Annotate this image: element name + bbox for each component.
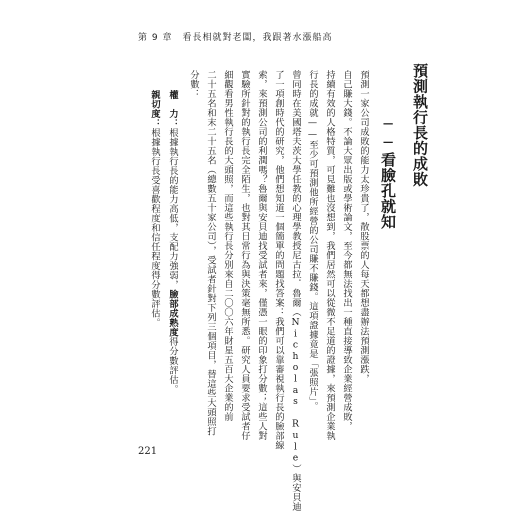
list-text-emphasis: 臉部成熟度: [167, 289, 178, 337]
body-column: 了一項創時代的研究，他們想知道一個簡單的問題找答案：我們可以靠審視執行長的臉部線: [273, 70, 284, 450]
section-subtitle: ──看臉孔就知: [379, 115, 397, 230]
section-title: 預測執行長的成敗: [411, 63, 429, 187]
body-column: 索，來預測公司的利潤嗎？魯爾與安貝迪找受試者來，僅憑一眼的印象打分數；這些人對: [256, 70, 267, 441]
body-column: 二十五名和末二十五名（總數五十家公司），受試者針對下列三個項目，替這些大頭照打: [205, 70, 216, 436]
body-column: 細觀看男性執行長的大頭照，而這些執行長分別來自二〇〇六年財星五百大企業的前: [222, 70, 233, 422]
running-header: 第 9 章 看長相就對老闆，我跟著水漲船高: [138, 33, 333, 43]
list-item-friendliness: [146, 90, 163, 328]
list-text: 得分數評估。: [167, 337, 178, 394]
body-column: 持續有效的人格特質，可見難也沒想到，我們居然可以從微不足道的證據，來預測企業執: [324, 70, 335, 441]
body-column: 實驗所針對的執行長完全陌生，也對其日常行為與決策毫無所悉。研究人員要求受試者仔: [239, 70, 250, 441]
body-column: 預測一家公司成敗的能力太珍貴了，散股票的人每天都想盡辦法預測漲跌，: [358, 70, 369, 384]
list-term: 親切度：: [149, 90, 160, 128]
body-column: 分數：: [188, 70, 199, 99]
list-term: 權 力：: [167, 90, 178, 128]
body-column: 自己賺大錢。不論大眾出版或學術論文，至今都無法找出一種直接導致企業經營成敗，: [341, 70, 352, 431]
body-column: 曾同時在美國塔夫茨大學任教的心理學教授尼古拉．魯爾（Nicholas Rule）與安貝迪: [290, 70, 301, 511]
body-column: 行長的成就——至少可預測他所經營的公司賺不賺錢。這項證據竟是「張照片」。: [307, 70, 318, 411]
list-item-power: [164, 90, 181, 394]
list-text: 根據執行長受喜歡程度和信任程度得分數評估。: [149, 128, 160, 328]
list-text: 根據執行長的能力高低，支配力強弱，: [167, 128, 178, 290]
page-number: 221: [138, 446, 158, 457]
